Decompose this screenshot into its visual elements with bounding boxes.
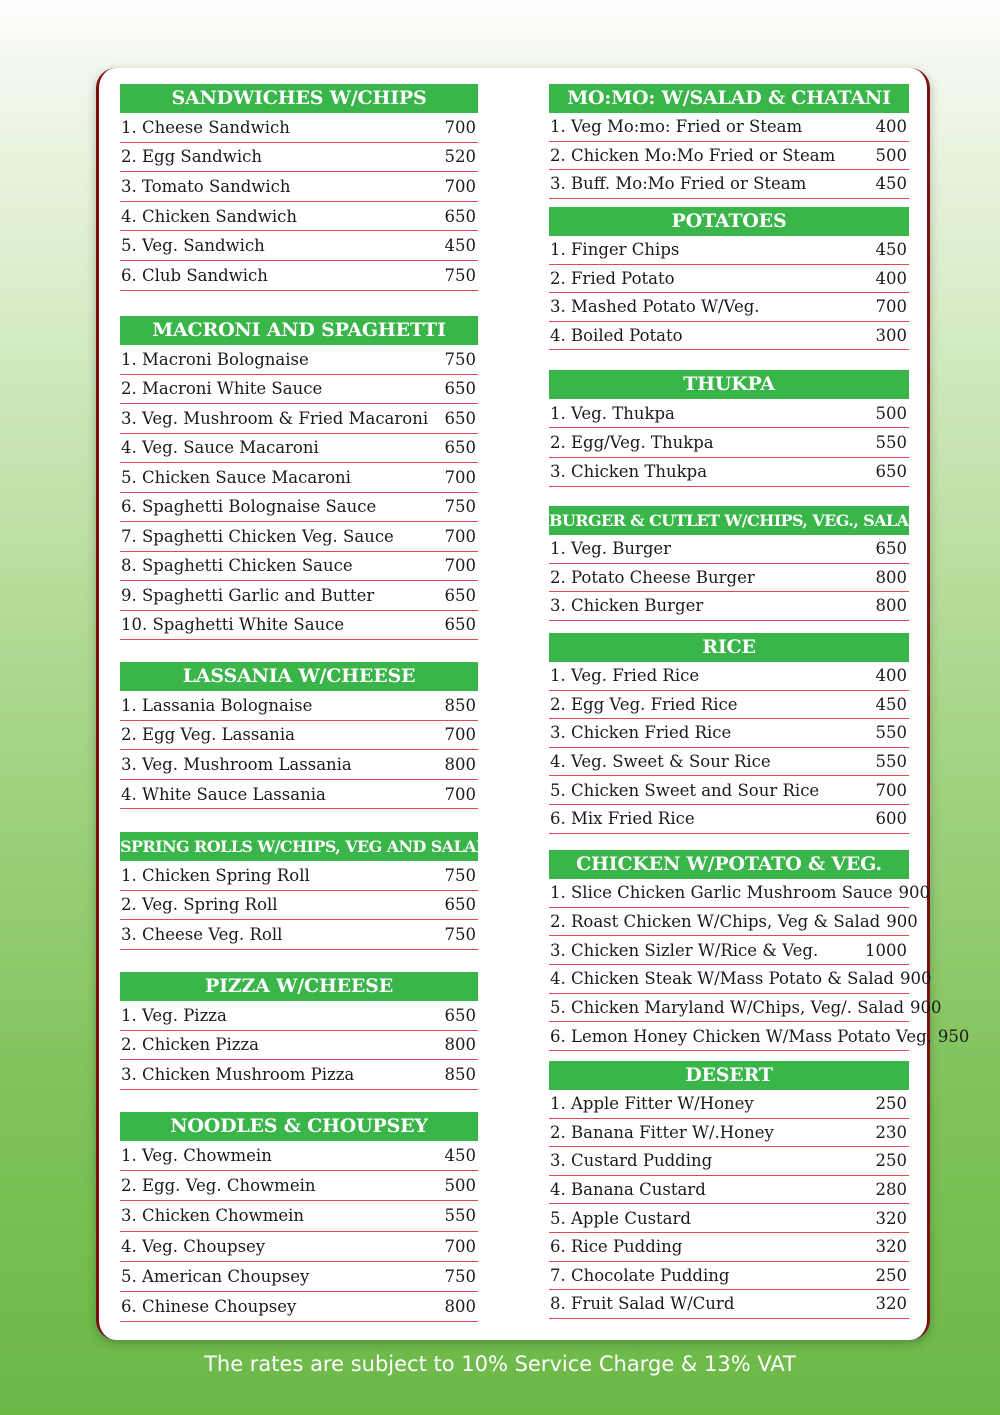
- menu-item-row: [549, 936, 909, 965]
- section-title: SANDWICHES W/CHIPS: [120, 84, 478, 113]
- menu-item-name: 6. Lemon Honey Chicken W/Mass Potato Veg.: [550, 1026, 932, 1046]
- menu-item-name: 4. Veg. Choupsey: [121, 1236, 266, 1256]
- section-title: MACRONI AND SPAGHETTI: [120, 316, 478, 345]
- menu-item-row: [120, 552, 478, 582]
- menu-item-row: [549, 1090, 909, 1119]
- menu-item-price: 650: [444, 615, 476, 635]
- menu-item-name: 8. Fruit Salad W/Curd: [550, 1294, 735, 1314]
- menu-item-name: 4. Chicken Steak W/Mass Potato & Salad: [550, 969, 894, 989]
- menu-item-row: [120, 345, 478, 375]
- menu-section: [549, 207, 909, 350]
- menu-item-name: 3. Cheese Veg. Roll: [121, 924, 283, 944]
- menu-item-price: 250: [875, 1151, 907, 1171]
- menu-item-row: [549, 142, 909, 171]
- menu-section: [549, 506, 922, 621]
- menu-section: [549, 633, 909, 834]
- menu-item-name: 1. Cheese Sandwich: [121, 117, 290, 137]
- menu-item-row: [549, 879, 930, 908]
- menu-item-price: 400: [875, 117, 907, 137]
- menu-item-price: 700: [444, 725, 476, 745]
- menu-item-row: [120, 261, 478, 291]
- menu-item-price: 550: [875, 433, 907, 453]
- menu-item-row: [549, 458, 909, 487]
- menu-item-name: 3. Veg. Mushroom & Fried Macaroni: [121, 408, 429, 428]
- menu-item-price: 500: [875, 403, 907, 423]
- menu-item-name: 2. Chicken Pizza: [121, 1035, 259, 1055]
- menu-item-name: 4. Banana Custard: [550, 1180, 706, 1200]
- menu-item-name: 6. Club Sandwich: [121, 265, 268, 285]
- menu-item-name: 2. Roast Chicken W/Chips, Veg & Salad: [550, 912, 881, 932]
- menu-item-row: [120, 1141, 478, 1171]
- menu-item-price: 230: [875, 1122, 907, 1142]
- menu-item-name: 3. Chicken Sizler W/Rice & Veg.: [550, 940, 819, 960]
- menu-item-row: [549, 322, 909, 351]
- menu-item-row: [549, 1176, 909, 1205]
- menu-item-row: [549, 994, 942, 1023]
- menu-section: [120, 972, 478, 1090]
- menu-item-row: [120, 1171, 478, 1201]
- menu-item-price: 320: [875, 1237, 907, 1257]
- menu-item-row: [549, 908, 918, 937]
- menu-item-row: [120, 1031, 478, 1061]
- menu-item-name: 4. Veg. Sauce Macaroni: [121, 438, 319, 458]
- menu-item-price: 750: [444, 924, 476, 944]
- menu-item-price: 750: [444, 865, 476, 885]
- menu-item-row: [549, 662, 909, 691]
- menu-item-name: 1. Veg Mo:mo: Fried or Steam: [550, 117, 803, 137]
- menu-item-name: 1. Macroni Bolognaise: [121, 349, 309, 369]
- menu-section: [120, 1112, 478, 1322]
- menu-item-name: 6. Spaghetti Bolognaise Sauce: [121, 497, 377, 517]
- menu-item-name: 3. Chicken Burger: [550, 596, 704, 616]
- menu-item-price: 850: [444, 1064, 476, 1084]
- menu-item-name: 8. Spaghetti Chicken Sauce: [121, 556, 353, 576]
- menu-item-name: 3. Chicken Thukpa: [550, 462, 708, 482]
- menu-item-row: [549, 748, 909, 777]
- menu-item-name: 2. Fried Potato: [550, 268, 675, 288]
- menu-item-row: [549, 719, 909, 748]
- menu-item-name: 9. Spaghetti Garlic and Butter: [121, 585, 375, 605]
- menu-item-name: 10. Spaghetti White Sauce: [121, 615, 345, 635]
- section-title: BURGER & CUTLET W/CHIPS, VEG., SALAD: [549, 506, 909, 535]
- menu-item-row: [549, 564, 909, 593]
- menu-item-row: [120, 1060, 478, 1090]
- menu-item-row: [549, 535, 909, 564]
- menu-item-row: [549, 170, 909, 199]
- menu-item-price: 520: [444, 147, 476, 167]
- menu-item-row: [120, 891, 478, 921]
- menu-item-row: [549, 965, 932, 994]
- menu-item-price: 1000: [865, 940, 907, 960]
- menu-item-row: [120, 861, 478, 891]
- menu-item-price: 800: [444, 1297, 476, 1317]
- menu-item-row: [120, 172, 478, 202]
- menu-item-row: [120, 721, 478, 751]
- menu-item-price: 900: [910, 998, 942, 1018]
- menu-item-price: 280: [875, 1180, 907, 1200]
- menu-item-price: 900: [900, 969, 932, 989]
- menu-item-name: 5. Chicken Sweet and Sour Rice: [550, 780, 820, 800]
- menu-item-name: 1. Chicken Spring Roll: [121, 865, 310, 885]
- menu-item-row: [549, 1119, 909, 1148]
- menu-card: [96, 68, 970, 1340]
- menu-item-row: [120, 1001, 478, 1031]
- menu-section: [120, 662, 478, 809]
- menu-item-row: [549, 1262, 909, 1291]
- section-title: PIZZA W/CHEESE: [120, 972, 478, 1001]
- menu-item-price: 800: [444, 1035, 476, 1055]
- menu-item-name: 1. Veg. Burger: [550, 539, 672, 559]
- menu-item-price: 250: [875, 1094, 907, 1114]
- menu-item-price: 750: [444, 497, 476, 517]
- menu-item-price: 500: [875, 145, 907, 165]
- menu-item-price: 750: [444, 1266, 476, 1286]
- menu-item-row: [549, 399, 909, 428]
- menu-item-name: 7. Chocolate Pudding: [550, 1265, 730, 1285]
- section-title: CHICKEN W/POTATO & VEG.: [549, 850, 909, 879]
- menu-item-row: [549, 265, 909, 294]
- menu-item-row: [120, 375, 478, 405]
- menu-item-price: 650: [444, 408, 476, 428]
- menu-item-name: 4. White Sauce Lassania: [121, 784, 326, 804]
- menu-item-price: 700: [875, 780, 907, 800]
- menu-item-name: 2. Egg/Veg. Thukpa: [550, 433, 714, 453]
- menu-item-row: [549, 236, 909, 265]
- menu-item-row: [120, 404, 478, 434]
- menu-item-price: 800: [875, 567, 907, 587]
- menu-item-row: [120, 434, 478, 464]
- menu-item-name: 1. Veg. Fried Rice: [550, 666, 700, 686]
- menu-item-price: 650: [444, 206, 476, 226]
- menu-item-price: 700: [444, 1236, 476, 1256]
- menu-item-row: [120, 1201, 478, 1231]
- menu-item-row: [549, 592, 909, 621]
- menu-item-price: 400: [875, 268, 907, 288]
- menu-item-name: 2. Macroni White Sauce: [121, 379, 323, 399]
- menu-item-price: 650: [875, 462, 907, 482]
- menu-item-price: 700: [444, 526, 476, 546]
- menu-item-name: 6. Rice Pudding: [550, 1237, 683, 1257]
- menu-item-row: [549, 113, 909, 142]
- menu-item-row: [549, 1204, 909, 1233]
- menu-section: [120, 84, 478, 291]
- menu-item-name: 1. Veg. Pizza: [121, 1005, 227, 1025]
- menu-item-name: 6. Mix Fried Rice: [550, 809, 695, 829]
- menu-item-price: 700: [444, 556, 476, 576]
- menu-item-price: 750: [444, 349, 476, 369]
- menu-item-name: 5. Apple Custard: [550, 1208, 691, 1228]
- menu-item-name: 2. Egg Veg. Lassania: [121, 725, 295, 745]
- menu-item-name: 1. Veg. Chowmein: [121, 1146, 272, 1166]
- section-title: RICE: [549, 633, 909, 662]
- menu-item-name: 1. Lassania Bolognaise: [121, 695, 313, 715]
- menu-item-row: [120, 750, 478, 780]
- menu-item-price: 650: [444, 379, 476, 399]
- menu-item-name: 3. Custard Pudding: [550, 1151, 713, 1171]
- menu-item-price: 300: [875, 326, 907, 346]
- menu-item-name: 3. Chicken Chowmein: [121, 1206, 305, 1226]
- section-title: DESERT: [549, 1061, 909, 1090]
- menu-item-name: 3. Buff. Mo:Mo Fried or Steam: [550, 174, 807, 194]
- menu-section: [549, 370, 909, 487]
- menu-item-name: 1. Finger Chips: [550, 240, 680, 260]
- menu-item-name: 2. Veg. Spring Roll: [121, 895, 278, 915]
- menu-item-price: 650: [875, 539, 907, 559]
- menu-section: [549, 850, 970, 1051]
- section-title: SPRING ROLLS W/CHIPS, VEG AND SALAD: [120, 832, 478, 861]
- menu-section: [120, 832, 490, 950]
- menu-item-price: 450: [875, 174, 907, 194]
- menu-item-name: 3. Chicken Mushroom Pizza: [121, 1064, 355, 1084]
- menu-item-price: 700: [444, 467, 476, 487]
- menu-item-row: [549, 805, 909, 834]
- menu-item-price: 950: [937, 1026, 970, 1046]
- menu-item-row: [549, 428, 909, 457]
- menu-item-row: [549, 1022, 970, 1051]
- menu-item-price: 650: [444, 1005, 476, 1025]
- menu-item-name: 3. Mashed Potato W/Veg.: [550, 297, 760, 317]
- menu-item-row: [549, 691, 909, 720]
- menu-item-name: 5. American Choupsey: [121, 1266, 310, 1286]
- menu-section: [120, 316, 478, 640]
- menu-item-name: 6. Chinese Choupsey: [121, 1297, 297, 1317]
- menu-item-row: [549, 1233, 909, 1262]
- menu-item-name: 5. Veg. Sandwich: [121, 236, 265, 256]
- menu-item-price: 400: [875, 666, 907, 686]
- menu-item-row: [120, 920, 478, 950]
- menu-item-row: [549, 776, 909, 805]
- menu-item-row: [120, 463, 478, 493]
- menu-item-price: 550: [875, 723, 907, 743]
- menu-item-price: 650: [444, 895, 476, 915]
- menu-item-name: 1. Veg. Thukpa: [550, 403, 675, 423]
- menu-item-name: 2. Chicken Mo:Mo Fried or Steam: [550, 145, 836, 165]
- menu-item-price: 320: [875, 1294, 907, 1314]
- menu-item-row: [120, 1292, 478, 1322]
- menu-item-price: 800: [875, 596, 907, 616]
- menu-item-row: [120, 231, 478, 261]
- menu-item-price: 700: [444, 117, 476, 137]
- menu-item-row: [120, 113, 478, 143]
- menu-item-name: 1. Slice Chicken Garlic Mushroom Sauce: [550, 883, 893, 903]
- menu-item-row: [120, 522, 478, 552]
- menu-item-row: [120, 780, 478, 810]
- menu-item-row: [549, 293, 909, 322]
- menu-item-name: 3. Veg. Mushroom Lassania: [121, 754, 352, 774]
- menu-item-price: 450: [444, 1146, 476, 1166]
- menu-item-name: 2. Egg Sandwich: [121, 147, 262, 167]
- service-charge-note: The rates are subject to 10% Service Charge & 13% VAT: [204, 1352, 796, 1376]
- menu-item-name: 2. Egg. Veg. Chowmein: [121, 1176, 316, 1196]
- menu-item-row: [120, 493, 478, 523]
- menu-item-row: [120, 202, 478, 232]
- menu-item-name: 5. Chicken Maryland W/Chips, Veg/. Salad: [550, 998, 905, 1018]
- menu-item-price: 450: [875, 240, 907, 260]
- menu-item-name: 4. Boiled Potato: [550, 326, 683, 346]
- menu-item-name: 2. Potato Cheese Burger: [550, 567, 755, 587]
- menu-item-price: 250: [875, 1265, 907, 1285]
- menu-item-price: 320: [875, 1208, 907, 1228]
- menu-item-price: 500: [444, 1176, 476, 1196]
- section-title: POTATOES: [549, 207, 909, 236]
- menu-item-price: 650: [444, 438, 476, 458]
- menu-section: [549, 1061, 909, 1319]
- section-title: THUKPA: [549, 370, 909, 399]
- menu-item-price: 650: [444, 585, 476, 605]
- section-title: LASSANIA W/CHEESE: [120, 662, 478, 691]
- menu-item-name: 4. Veg. Sweet & Sour Rice: [550, 752, 771, 772]
- menu-item-name: 2. Egg Veg. Fried Rice: [550, 694, 738, 714]
- menu-item-row: [549, 1290, 909, 1319]
- menu-section: [549, 84, 909, 199]
- menu-item-row: [120, 143, 478, 173]
- menu-item-name: 3. Chicken Fried Rice: [550, 723, 732, 743]
- menu-item-price: 450: [444, 236, 476, 256]
- menu-item-price: 800: [444, 754, 476, 774]
- menu-item-row: [120, 1262, 478, 1292]
- menu-item-row: [120, 1232, 478, 1262]
- menu-item-name: 3. Tomato Sandwich: [121, 176, 291, 196]
- menu-item-name: 5. Chicken Sauce Macaroni: [121, 467, 351, 487]
- menu-item-row: [549, 1147, 909, 1176]
- menu-item-price: 700: [875, 297, 907, 317]
- menu-item-price: 750: [444, 265, 476, 285]
- menu-item-name: 2. Banana Fitter W/.Honey: [550, 1122, 774, 1142]
- menu-item-price: 900: [898, 883, 930, 903]
- menu-item-price: 550: [444, 1206, 476, 1226]
- menu-item-row: [120, 611, 478, 641]
- menu-item-price: 600: [875, 809, 907, 829]
- menu-item-row: [120, 691, 478, 721]
- menu-item-row: [120, 581, 478, 611]
- menu-item-price: 850: [444, 695, 476, 715]
- menu-item-name: 4. Chicken Sandwich: [121, 206, 297, 226]
- menu-item-price: 450: [875, 694, 907, 714]
- menu-item-name: 7. Spaghetti Chicken Veg. Sauce: [121, 526, 394, 546]
- menu-item-price: 700: [444, 176, 476, 196]
- menu-item-price: 900: [886, 912, 918, 932]
- menu-item-price: 700: [444, 784, 476, 804]
- menu-item-name: 1. Apple Fitter W/Honey: [550, 1094, 754, 1114]
- section-title: MO:MO: W/SALAD & CHATANI: [549, 84, 909, 113]
- menu-item-price: 550: [875, 752, 907, 772]
- section-title: NOODLES & CHOUPSEY: [120, 1112, 478, 1141]
